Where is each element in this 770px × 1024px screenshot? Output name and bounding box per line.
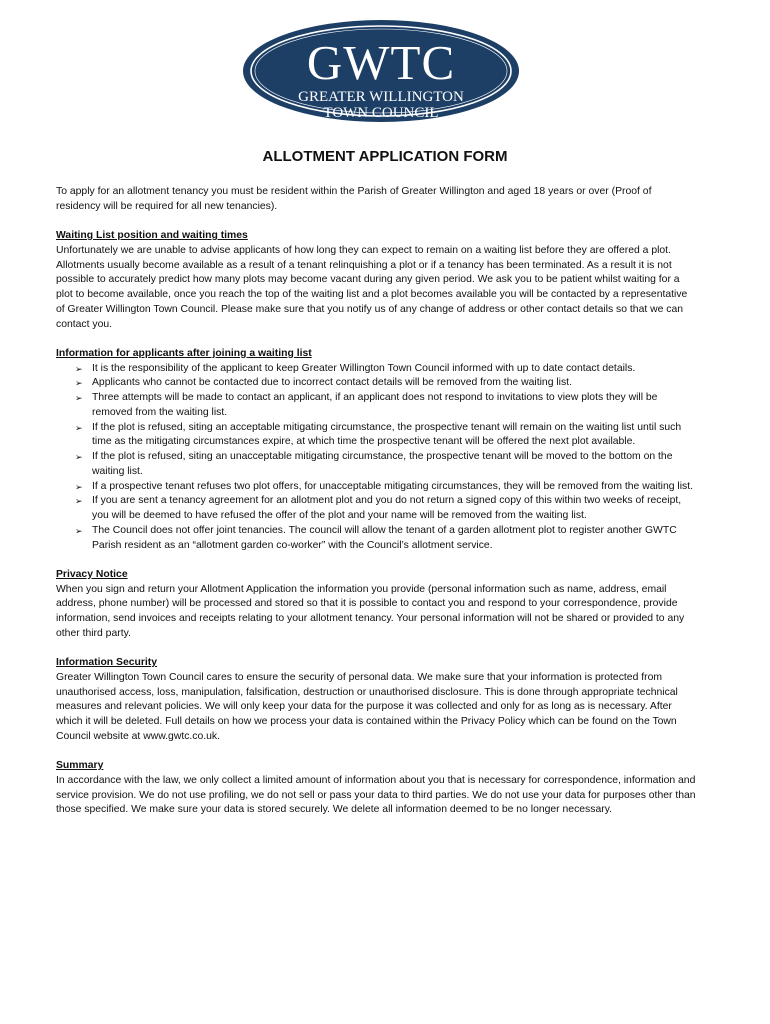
security-text: Greater Willington Town Council cares to ensure the security of personal data. We make sure that your information is protected from unauthorised access, loss, manipulation, falsification, destruction or unauthorised disclosure. This is done through appropriate technical measures and relevant policies. We will only keep your data for the purpose it was collected and only for as long as is necessary. After which it will be deleted. Full details on how we process your data is contained within the Privacy Policy which can be found on the Town Council website at www.gwtc.co.uk. bbox=[56, 671, 678, 742]
list-item bbox=[75, 494, 696, 524]
list-item-text: If a prospective tenant refuses two plot offers, for unacceptable mitigating circumstances, they will be removed from the waiting list. bbox=[92, 480, 694, 492]
list-item-text: It is the responsibility of the applicant to keep Greater Willington Town Council informed with up to date contact details. bbox=[92, 362, 636, 374]
applicant-info-section bbox=[56, 347, 696, 554]
list-item-text: Applicants who cannot be contacted due to incorrect contact details will be removed from the waiting list. bbox=[92, 377, 572, 389]
waiting-list-section bbox=[56, 229, 696, 332]
document-body bbox=[56, 185, 696, 833]
list-item-text: If the plot is refused, siting an unacceptable mitigating circumstance, the prospective tenant will be moved to the bottom on the waiting list. bbox=[92, 451, 673, 477]
arrow-bullet-icon: ➢ bbox=[75, 496, 83, 507]
logo-line-1: GREATER WILLINGTON bbox=[298, 89, 464, 105]
list-item bbox=[75, 421, 696, 451]
list-item-text: Three attempts will be made to contact an applicant, if an applicant does not respond to invitations to view plots they will be removed from the waiting list. bbox=[92, 392, 658, 418]
arrow-bullet-icon: ➢ bbox=[75, 378, 83, 389]
list-item-text: The Council does not offer joint tenancies. The council will allow the tenant of a garden allotment plot to register another GWTC Parish resident as an “allotment garden co-worker” with the Council’s allotment service. bbox=[92, 524, 677, 551]
waiting-list-heading: Waiting List position and waiting times bbox=[56, 230, 248, 241]
arrow-bullet-icon: ➢ bbox=[75, 525, 83, 536]
privacy-section bbox=[56, 568, 696, 642]
intro-text: To apply for an allotment tenancy you must be resident within the Parish of Greater Willington and aged 18 years or over (Proof of residency will be required for all new tenancies). bbox=[56, 186, 652, 212]
list-item bbox=[75, 480, 696, 495]
privacy-text: When you sign and return your Allotment Application the information you provide (personal information such as name, address, email address, phone number) will be processed and stored so that it is possible to contact you and respond to your correspondence, provide information, send invoices and receipts relating to your allotment tenancy. Your personal information will not be shared or provided to any other third party. bbox=[56, 583, 685, 639]
list-item bbox=[75, 450, 696, 480]
intro-section bbox=[56, 185, 696, 215]
arrow-bullet-icon: ➢ bbox=[75, 422, 83, 433]
arrow-bullet-icon: ➢ bbox=[75, 363, 83, 374]
list-item-text: If you are sent a tenancy agreement for an allotment plot and you do not return a signed copy of this within two weeks of receipt, you will be deemed to have refused the offer of the plot and your name will be removed from the waiting list. bbox=[92, 495, 682, 521]
summary-text: In accordance with the law, we only collect a limited amount of information about you that is necessary for correspondence, information and service provision. We do not use profiling, we do not sell or pass your data to third parties. We do not use your data for purposes other than those specified. We make sure your data is stored securely. We delete all information deemed to be no longer necessary. bbox=[56, 774, 696, 816]
summary-heading: Summary bbox=[56, 760, 104, 771]
applicant-info-list bbox=[56, 362, 696, 554]
applicant-info-heading: Information for applicants after joining a waiting list bbox=[56, 347, 312, 359]
form-title: ALLOTMENT APPLICATION FORM bbox=[262, 148, 508, 165]
waiting-list-text: Unfortunately we are unable to advise applicants of how long they can expect to remain on a waiting list before they are offered a plot. Allotments usually become available as a result of a tenant relinquishing a plot or if a tenancy has been terminated. As a result it is not possible to accurately predict how many plots may become vacant during any given period. We ask you to be patient whilst waiting for a plot to become available, once you reach the top of the waiting list and a plot becomes available you will be contacted by a representative of Greater Willington Town Council. Please make sure that you notify us of any change of address or other contact details so that we can contact you. bbox=[56, 244, 688, 330]
list-item-text: If the plot is refused, siting an acceptable mitigating circumstance, the prospective tenant will remain on the waiting list until such time as the mitigating circumstances expire, at which time the prospective tenant will be offered the next plot available. bbox=[92, 421, 682, 448]
list-item bbox=[75, 524, 696, 554]
list-item bbox=[75, 376, 696, 391]
security-heading: Information Security bbox=[56, 657, 158, 668]
privacy-heading: Privacy Notice bbox=[56, 568, 128, 580]
logo-line-2: TOWN COUNCIL bbox=[323, 105, 439, 121]
arrow-bullet-icon: ➢ bbox=[75, 481, 83, 492]
security-section bbox=[56, 656, 696, 745]
gwtc-logo bbox=[241, 18, 521, 124]
summary-section bbox=[56, 759, 696, 818]
logo-acronym: GWTC bbox=[306, 35, 456, 90]
list-item bbox=[75, 362, 696, 377]
arrow-bullet-icon: ➢ bbox=[75, 393, 83, 403]
arrow-bullet-icon: ➢ bbox=[75, 452, 83, 462]
list-item bbox=[75, 391, 696, 421]
